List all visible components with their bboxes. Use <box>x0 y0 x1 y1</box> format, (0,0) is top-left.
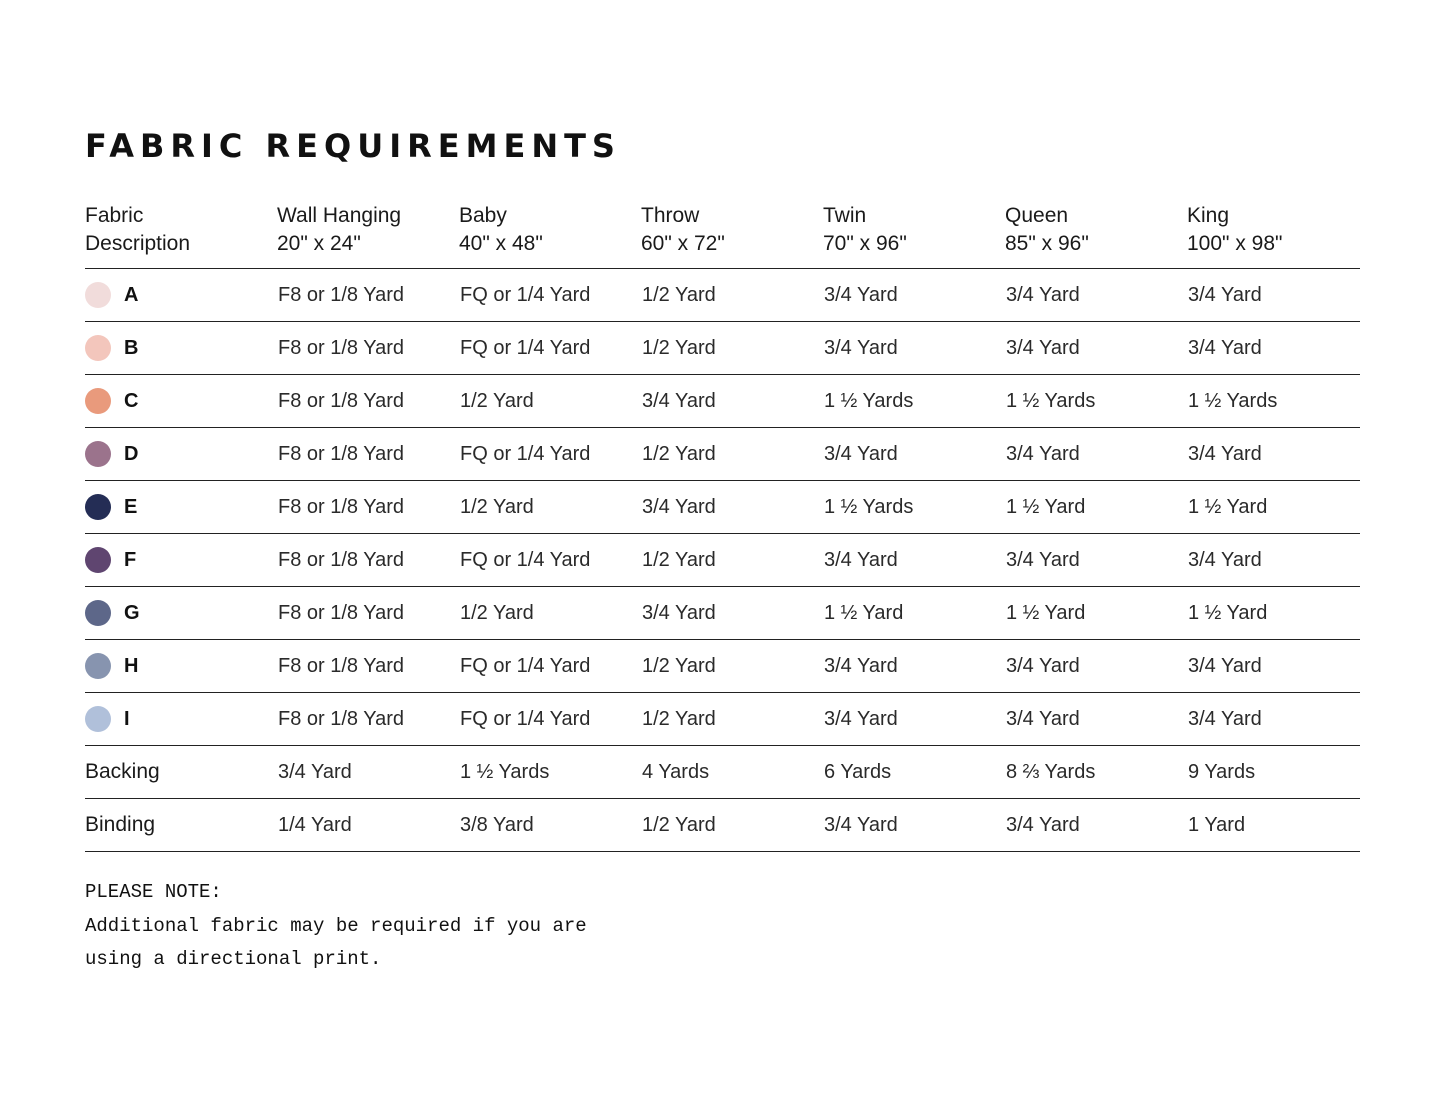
fabric-description-cell <box>85 640 277 693</box>
fabric-description-cell <box>85 534 277 587</box>
yardage-cell: 1/2 Yard <box>641 269 823 322</box>
fabric-letter: C <box>124 389 139 412</box>
yardage-cell: F8 or 1/8 Yard <box>277 587 459 640</box>
note-heading: PLEASE NOTE: <box>85 881 222 903</box>
header-fabric-description <box>85 202 277 269</box>
yardage-cell: 1/2 Yard <box>641 640 823 693</box>
yardage-cell: 1/2 Yard <box>641 799 823 852</box>
header-size: 20" x 24" <box>277 232 361 255</box>
yardage-cell: 8 ⅔ Yards <box>1005 746 1187 799</box>
table-row <box>85 481 1360 534</box>
yardage-cell: 6 Yards <box>823 746 1005 799</box>
color-swatch <box>85 335 111 361</box>
yardage-cell: 3/4 Yard <box>1187 534 1360 587</box>
table-row <box>85 322 1360 375</box>
header-baby <box>459 202 641 269</box>
color-swatch <box>85 706 111 732</box>
yardage-cell: FQ or 1/4 Yard <box>459 640 641 693</box>
header-size: 100" x 98" <box>1187 232 1283 255</box>
yardage-cell: 3/4 Yard <box>1005 269 1187 322</box>
color-swatch <box>85 282 111 308</box>
fabric-description-cell <box>85 269 277 322</box>
yardage-cell: 3/4 Yard <box>1187 693 1360 746</box>
header-twin <box>823 202 1005 269</box>
table-row <box>85 640 1360 693</box>
table-row <box>85 428 1360 481</box>
yardage-cell: 1 ½ Yards <box>1005 375 1187 428</box>
fabric-letter: A <box>124 283 139 306</box>
page-title: FABRIC REQUIREMENTS <box>85 127 621 165</box>
fabric-description-cell <box>85 375 277 428</box>
yardage-cell: F8 or 1/8 Yard <box>277 375 459 428</box>
color-swatch <box>85 388 111 414</box>
header-label: Fabric <box>85 204 144 227</box>
yardage-cell: 1/2 Yard <box>641 322 823 375</box>
fabric-letter: G <box>124 601 140 624</box>
fabric-letter: D <box>124 442 139 465</box>
table-header-row <box>85 202 1360 269</box>
header-label: King <box>1187 204 1230 227</box>
yardage-cell: 3/4 Yard <box>823 799 1005 852</box>
table-row <box>85 587 1360 640</box>
yardage-cell: 1 ½ Yard <box>1187 587 1360 640</box>
yardage-cell: 3/4 Yard <box>1005 428 1187 481</box>
yardage-cell: F8 or 1/8 Yard <box>277 269 459 322</box>
fabric-description-cell <box>85 481 277 534</box>
color-swatch <box>85 600 111 626</box>
yardage-cell: 1 Yard <box>1187 799 1360 852</box>
fabric-description-cell <box>85 428 277 481</box>
yardage-cell: 3/4 Yard <box>1187 640 1360 693</box>
yardage-cell: 9 Yards <box>1187 746 1360 799</box>
yardage-cell: 3/4 Yard <box>1005 799 1187 852</box>
yardage-cell: F8 or 1/8 Yard <box>277 534 459 587</box>
yardage-cell: FQ or 1/4 Yard <box>459 534 641 587</box>
table-row <box>85 693 1360 746</box>
table-row <box>85 746 1360 799</box>
yardage-cell: 3/4 Yard <box>1005 693 1187 746</box>
fabric-description-cell <box>85 693 277 746</box>
yardage-cell: 1 ½ Yard <box>1187 481 1360 534</box>
yardage-cell: 1/2 Yard <box>641 534 823 587</box>
fabric-letter: E <box>124 495 138 518</box>
header-label: Wall Hanging <box>277 204 402 227</box>
yardage-cell: 3/4 Yard <box>1005 640 1187 693</box>
yardage-cell: 1/2 Yard <box>459 375 641 428</box>
yardage-cell: 4 Yards <box>641 746 823 799</box>
header-label: Queen <box>1005 204 1069 227</box>
row-label: Binding <box>85 813 156 836</box>
yardage-cell: 3/4 Yard <box>641 375 823 428</box>
header-size: 70" x 96" <box>823 232 907 255</box>
fabric-description-cell <box>85 746 277 799</box>
header-label: Baby <box>459 204 507 227</box>
yardage-cell: 3/4 Yard <box>823 693 1005 746</box>
header-label: Twin <box>823 204 867 227</box>
yardage-cell: 1/2 Yard <box>641 428 823 481</box>
fabric-description-cell <box>85 322 277 375</box>
header-size: 60" x 72" <box>641 232 725 255</box>
yardage-cell: 1 ½ Yards <box>823 375 1005 428</box>
yardage-cell: 1/2 Yard <box>459 587 641 640</box>
yardage-cell: 1 ½ Yard <box>1005 481 1187 534</box>
table-body <box>85 269 1360 852</box>
yardage-cell: 1 ½ Yards <box>1187 375 1360 428</box>
header-throw <box>641 202 823 269</box>
color-swatch <box>85 494 111 520</box>
table-row <box>85 534 1360 587</box>
yardage-cell: 3/4 Yard <box>823 428 1005 481</box>
yardage-cell: 3/4 Yard <box>641 587 823 640</box>
yardage-cell: F8 or 1/8 Yard <box>277 693 459 746</box>
yardage-cell: 3/4 Yard <box>823 640 1005 693</box>
yardage-cell: 1 ½ Yards <box>823 481 1005 534</box>
fabric-letter: F <box>124 548 137 571</box>
yardage-cell: FQ or 1/4 Yard <box>459 428 641 481</box>
yardage-cell: 1/2 Yard <box>641 693 823 746</box>
note-text-line: Additional fabric may be required if you are <box>85 914 587 937</box>
yardage-cell: F8 or 1/8 Yard <box>277 640 459 693</box>
yardage-cell: 3/4 Yard <box>823 269 1005 322</box>
color-swatch <box>85 547 111 573</box>
yardage-cell: 3/4 Yard <box>1187 269 1360 322</box>
header-size: 85" x 96" <box>1005 232 1089 255</box>
please-note <box>85 876 587 977</box>
fabric-letter: B <box>124 336 139 359</box>
yardage-cell: 3/4 Yard <box>1187 322 1360 375</box>
color-swatch <box>85 653 111 679</box>
table-row <box>85 375 1360 428</box>
fabric-requirements-table <box>85 202 1360 852</box>
yardage-cell: 1 ½ Yard <box>823 587 1005 640</box>
yardage-cell: 1 ½ Yards <box>459 746 641 799</box>
yardage-cell: 3/4 Yard <box>641 481 823 534</box>
yardage-cell: 3/4 Yard <box>823 534 1005 587</box>
fabric-description-cell <box>85 587 277 640</box>
row-label: Backing <box>85 760 160 783</box>
header-queen <box>1005 202 1187 269</box>
yardage-cell: 1 ½ Yard <box>1005 587 1187 640</box>
yardage-cell: 1/4 Yard <box>277 799 459 852</box>
yardage-cell: F8 or 1/8 Yard <box>277 481 459 534</box>
yardage-cell: FQ or 1/4 Yard <box>459 693 641 746</box>
fabric-letter: I <box>124 707 130 730</box>
fabric-description-cell <box>85 799 277 852</box>
table-row <box>85 799 1360 852</box>
yardage-cell: 3/4 Yard <box>1005 322 1187 375</box>
fabric-letter: H <box>124 654 139 677</box>
yardage-cell: FQ or 1/4 Yard <box>459 322 641 375</box>
header-wall-hanging <box>277 202 459 269</box>
yardage-cell: 1/2 Yard <box>459 481 641 534</box>
note-text-line: using a directional print. <box>85 948 382 970</box>
table-row <box>85 269 1360 322</box>
yardage-cell: 3/8 Yard <box>459 799 641 852</box>
color-swatch <box>85 441 111 467</box>
yardage-cell: 3/4 Yard <box>1187 428 1360 481</box>
yardage-cell: F8 or 1/8 Yard <box>277 428 459 481</box>
yardage-cell: 3/4 Yard <box>823 322 1005 375</box>
header-king <box>1187 202 1360 269</box>
yardage-cell: 3/4 Yard <box>1005 534 1187 587</box>
header-size: 40" x 48" <box>459 232 543 255</box>
header-label: Throw <box>641 204 700 227</box>
yardage-cell: F8 or 1/8 Yard <box>277 322 459 375</box>
header-sublabel: Description <box>85 232 191 255</box>
yardage-cell: FQ or 1/4 Yard <box>459 269 641 322</box>
yardage-cell: 3/4 Yard <box>277 746 459 799</box>
